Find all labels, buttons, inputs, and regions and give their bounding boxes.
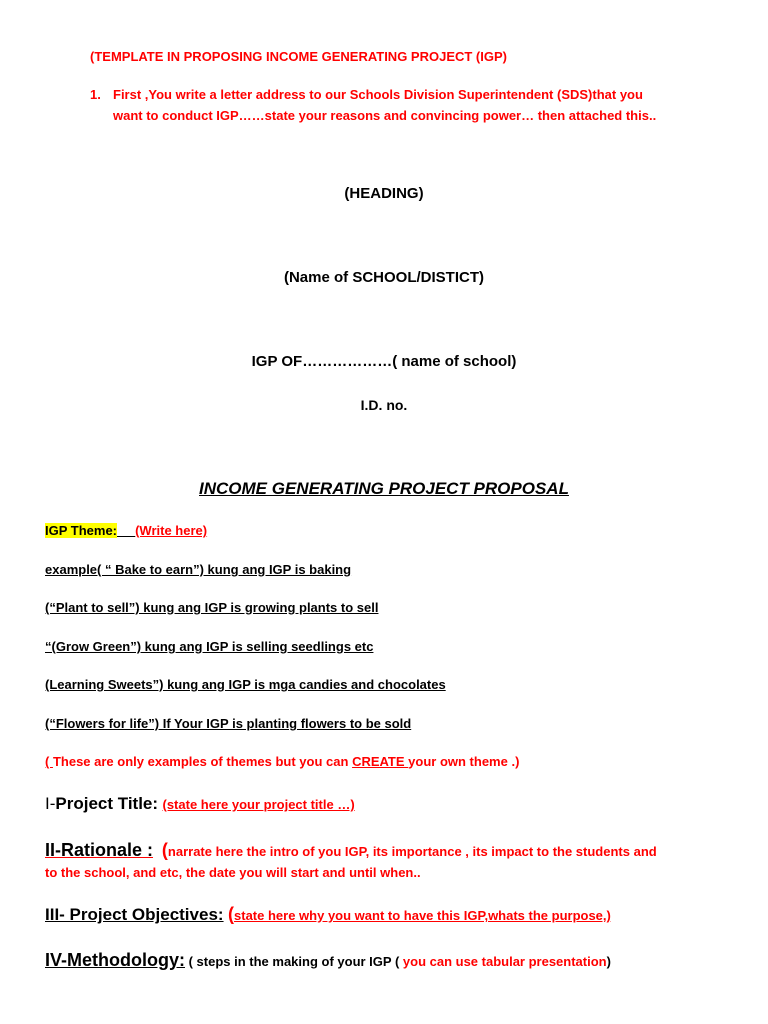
objectives-section: III- Project Objectives: (state here why you want to have this IGP,whats the purpose,) xyxy=(45,904,611,924)
instruction-line-2: want to conduct IGP……state your reasons and convincing power… then attached this.. xyxy=(113,108,657,123)
igp-of-line: IGP OF………………( name of school) xyxy=(251,353,517,370)
id-number-line: I.D. no. xyxy=(360,397,408,413)
methodology-hint: you can use tabular presentation xyxy=(399,954,607,969)
theme-example-4: (Learning Sweets”) kung ang IGP is mga candies and chocolates xyxy=(45,677,446,692)
rationale-hint-1: narrate here the intro of you IGP, its importance , its impact to the students and xyxy=(167,844,657,859)
instruction-number: 1. xyxy=(90,87,101,102)
igp-theme-label: IGP Theme: xyxy=(45,523,118,538)
instruction-line-1: First ,You write a letter address to our Schools Division Superintendent (SDS)that you xyxy=(113,87,643,102)
rationale-section: II-Rationale : (narrate here the intro of you IGP, its importance , its impact to the students and xyxy=(45,840,657,860)
rationale-hint-2: to the school, and etc, the date you will start and until when.. xyxy=(45,865,421,880)
theme-example-1: example( “ Bake to earn”) kung ang IGP is baking xyxy=(45,562,352,577)
rationale-label: II-Rationale : xyxy=(45,840,154,860)
project-title-label: Project Title: xyxy=(55,794,159,813)
igp-theme-hint: (Write here) xyxy=(135,523,208,538)
igp-theme-row xyxy=(45,523,207,538)
school-name-placeholder: (Name of SCHOOL/DISTICT) xyxy=(283,269,484,286)
create-emphasis: CREATE xyxy=(352,754,409,769)
theme-example-2: (“Plant to sell”) kung ang IGP is growing plants to sell xyxy=(45,600,379,615)
objectives-hint: state here why you want to have this IGP,whats the purpose,) xyxy=(234,908,611,923)
project-title-hint: (state here your project title …) xyxy=(162,797,355,812)
heading-placeholder: (HEADING) xyxy=(344,185,424,202)
project-title-section: I-Project Title: (state here your project title …) xyxy=(45,794,355,813)
theme-example-5: (“Flowers for life”) If Your IGP is planting flowers to be sold xyxy=(45,716,412,731)
themes-note: ( These are only examples of themes but you can CREATE your own theme .) xyxy=(45,754,520,769)
objectives-label: III- Project Objectives: xyxy=(45,905,224,924)
methodology-section: IV-Methodology: ( steps in the making of your IGP ( you can use tabular presentation) xyxy=(45,950,611,970)
methodology-label: IV-Methodology: xyxy=(45,950,185,970)
template-title: (TEMPLATE IN PROPOSING INCOME GENERATING PROJECT (IGP) xyxy=(90,49,507,64)
theme-example-3: “(Grow Green”) kung ang IGP is selling seedlings etc xyxy=(45,639,374,654)
proposal-title: INCOME GENERATING PROJECT PROPOSAL xyxy=(199,479,569,498)
